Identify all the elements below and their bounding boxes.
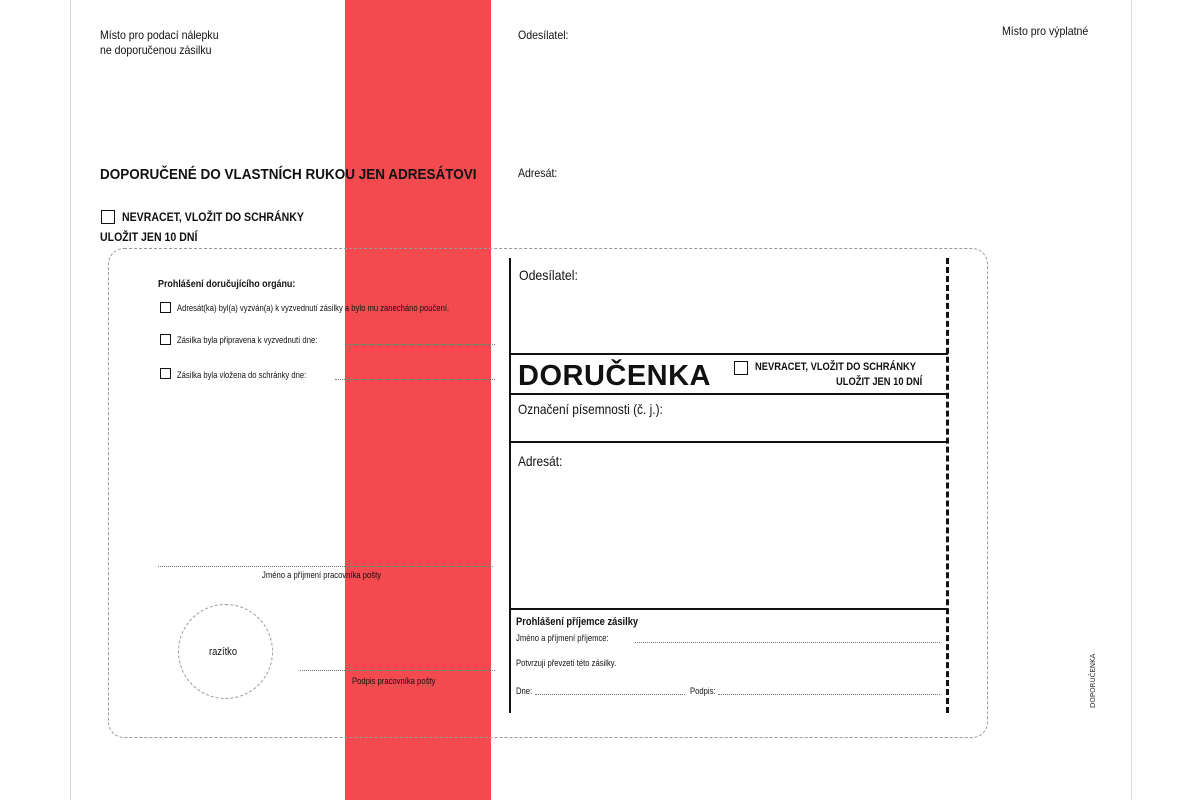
declaration-option-3: Zásilka byla vložena do schránky dne: xyxy=(177,370,307,380)
receipt-no-return-label: NEVRACET, VLOŽIT DO SCHRÁNKY xyxy=(755,361,917,373)
recipient-name-line xyxy=(635,642,940,643)
receipt-rule-4 xyxy=(509,608,948,610)
addressee-label: Adresát: xyxy=(518,166,558,180)
receipt-no-return-checkbox[interactable] xyxy=(734,361,748,375)
receipt-rule-2 xyxy=(509,393,948,395)
declaration-title: Prohlášení doručujícího orgánu: xyxy=(158,278,296,290)
no-return-label: NEVRACET, VLOŽIT DO SCHRÁNKY xyxy=(122,210,304,224)
stamp-label: razítko xyxy=(209,646,238,658)
sticker-place-note-line1: Místo pro podací nálepku xyxy=(100,28,219,42)
receipt-left-border xyxy=(509,258,511,713)
postage-label: Místo pro výplatné xyxy=(1002,24,1089,38)
sticker-place-note-line2: ne doporučenou zásilku xyxy=(100,43,212,57)
receipt-title: DORUČENKA xyxy=(518,360,711,392)
name-line-label: Jméno a příjmení pracovníka pošty xyxy=(262,570,382,580)
receipt-rule-1 xyxy=(509,353,948,355)
receipt-rule-3 xyxy=(509,441,948,443)
recipient-signature-line xyxy=(718,694,940,695)
confirm-label: Potvrzuji převzetí této zásilky. xyxy=(516,658,617,668)
store-note: ULOŽIT JEN 10 DNÍ xyxy=(100,230,198,244)
date-line-inserted xyxy=(335,379,495,380)
declaration-option-2: Zásilka byla připravena k vyzvednutí dne: xyxy=(177,335,318,345)
declaration-checkbox-3[interactable] xyxy=(160,368,171,379)
name-line xyxy=(158,566,493,567)
signature-line-label: Podpis pracovníka pošty xyxy=(352,676,436,686)
declaration-checkbox-2[interactable] xyxy=(160,334,171,345)
recipient-name-label: Jméno a příjmení příjemce: xyxy=(516,633,609,643)
date-label: Dne: xyxy=(516,686,533,696)
declaration-checkbox-1[interactable] xyxy=(160,302,171,313)
sender-label: Odesílatel: xyxy=(518,28,569,42)
no-return-checkbox[interactable] xyxy=(101,210,115,224)
sticker-place-note xyxy=(100,28,219,58)
receipt-addressee-label: Adresát: xyxy=(518,453,563,469)
date-line-prepared xyxy=(345,344,495,345)
receipt-cut-line xyxy=(946,258,949,713)
receipt-sender-label: Odesílatel: xyxy=(519,267,578,283)
date-line xyxy=(535,694,685,695)
registered-title: DOPORUČENÉ DO VLASTNÍCH RUKOU JEN ADRESÁTOVI xyxy=(100,166,477,183)
side-code: DOPORUČENKA xyxy=(1089,653,1097,708)
signature-line xyxy=(300,670,495,671)
declaration-option-1: Adresát(ka) byl(a) vyzván(a) k vyzvednutí zásilky a bylo mu zanecháno poučení. xyxy=(177,303,450,313)
recipient-declaration-title: Prohlášení příjemce zásilky xyxy=(516,616,639,628)
document-ref-label: Označení písemnosti (č. j.): xyxy=(518,401,663,417)
signature-label: Podpis: xyxy=(690,686,716,696)
receipt-store-note: ULOŽIT JEN 10 DNÍ xyxy=(836,376,923,388)
